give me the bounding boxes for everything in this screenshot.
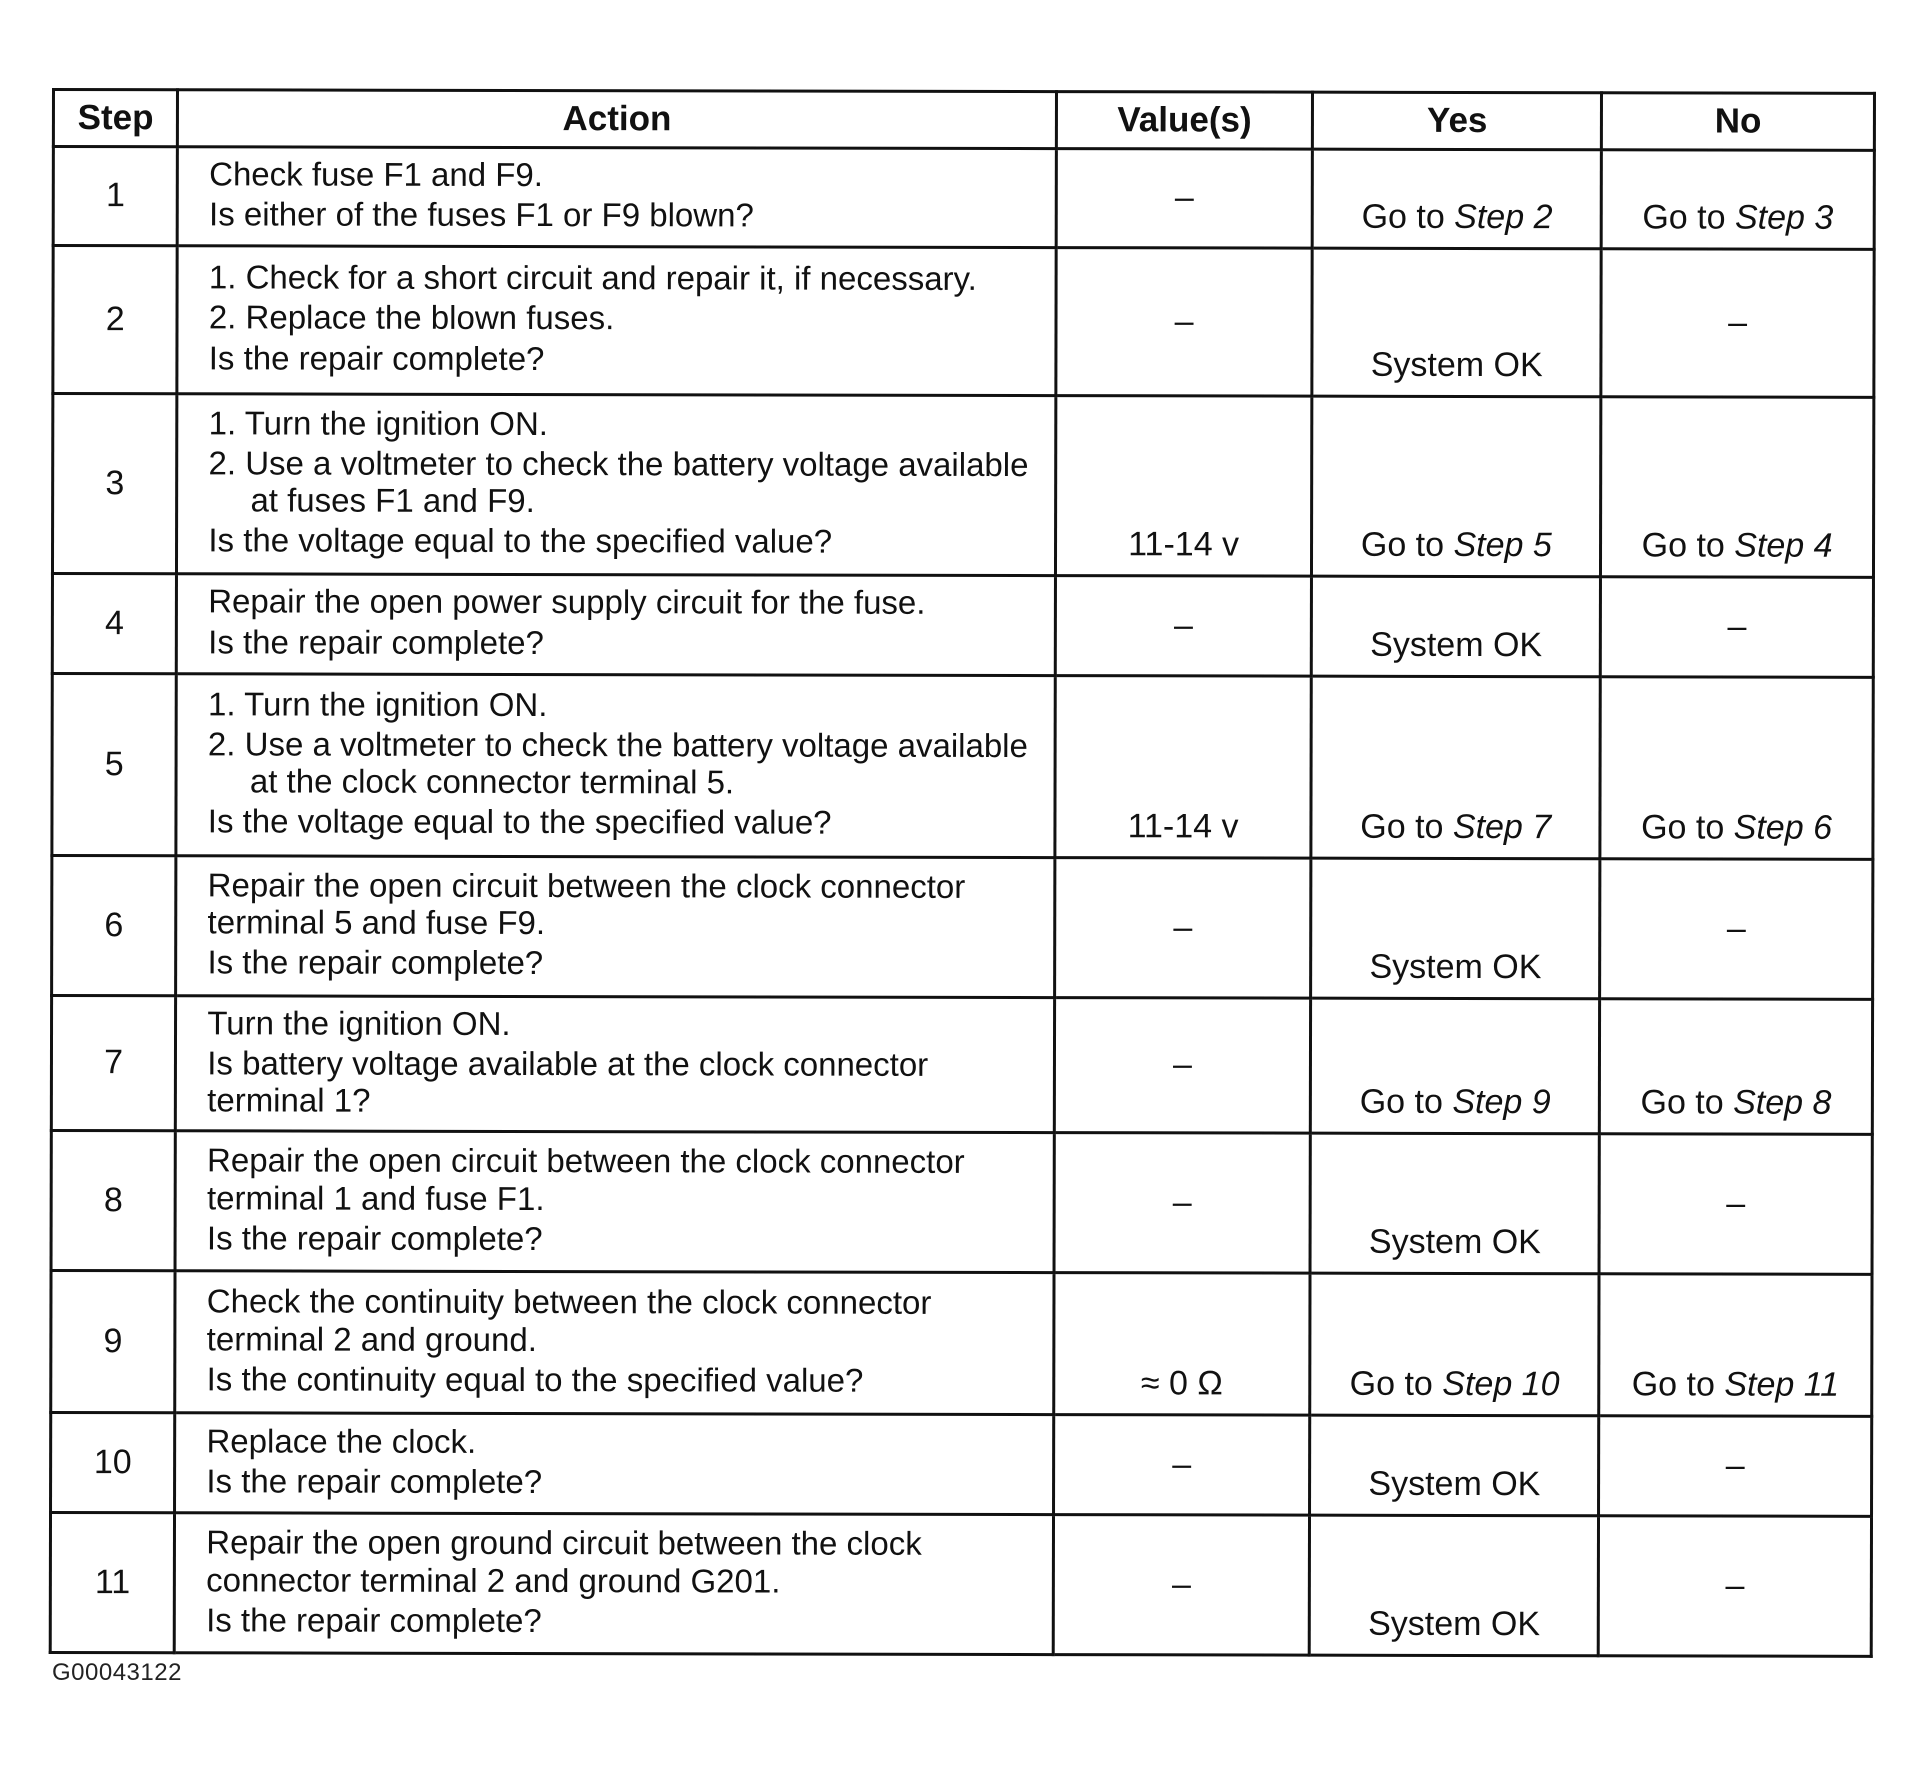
table-row	[51, 995, 1872, 1135]
header-yes: Yes	[1313, 92, 1602, 150]
no-cell	[1600, 998, 1873, 1134]
table-row	[53, 147, 1874, 249]
goto-step-ref: Step 6	[1733, 808, 1833, 847]
action-cell	[176, 673, 1055, 857]
action-line: Is the repair complete?	[208, 622, 544, 661]
step-number: 4	[52, 573, 177, 673]
no-cell: –	[1601, 248, 1874, 397]
step-number: 1	[53, 147, 178, 246]
goto-step-ref: Step 8	[1733, 1083, 1832, 1123]
yes-cell	[1310, 1274, 1599, 1417]
table-header-row	[53, 90, 1874, 151]
goto-step-ref: Step 4	[1734, 526, 1833, 565]
action-line: Is the repair complete?	[206, 1219, 543, 1258]
no-cell: –	[1599, 1416, 1872, 1517]
action-line: Is the continuity equal to the specified value?	[206, 1360, 864, 1399]
yes-cell: System OK	[1312, 576, 1601, 677]
no-cell	[1601, 150, 1874, 249]
value-cell: ≈ 0 Ω	[1053, 1273, 1310, 1416]
goto-prefix: Go to	[1642, 197, 1736, 237]
table-row	[51, 1413, 1872, 1517]
yes-cell	[1311, 998, 1600, 1134]
no-cell: –	[1600, 858, 1873, 999]
table-row	[52, 855, 1873, 999]
table-row	[53, 245, 1874, 397]
action-line: Repair the open ground circuit between the clock connector terminal 2 and ground G201.	[206, 1523, 922, 1600]
action-line: 2. Use a voltmeter to check the battery voltage available at fuses F1 and F9.	[208, 444, 1029, 520]
diagnostic-table	[49, 88, 1876, 1658]
goto-step-ref: Step 11	[1724, 1365, 1840, 1405]
action-cell	[175, 1271, 1054, 1415]
header-action: Action	[178, 90, 1057, 149]
table-row	[51, 1271, 1872, 1417]
step-number: 3	[52, 393, 177, 573]
goto-step-ref: Step 2	[1454, 197, 1553, 236]
goto-prefix: Go to	[1641, 525, 1735, 565]
value-cell: –	[1053, 1515, 1310, 1656]
value-cell: 11-14 v	[1055, 395, 1312, 576]
no-cell: –	[1599, 1134, 1872, 1275]
action-cell	[177, 393, 1056, 575]
goto-step-ref: Step 10	[1442, 1365, 1560, 1404]
action-cell	[177, 573, 1056, 675]
yes-cell: System OK	[1310, 1516, 1599, 1657]
step-number: 10	[51, 1413, 176, 1513]
action-line: 2. Replace the blown fuses.	[208, 298, 615, 337]
goto-prefix: Go to	[1641, 807, 1734, 847]
action-line: Is the voltage equal to the specified value?	[208, 521, 833, 560]
header-no: No	[1602, 93, 1875, 151]
no-cell	[1601, 396, 1874, 577]
action-cell	[176, 855, 1055, 997]
step-number: 5	[52, 673, 177, 855]
yes-cell	[1313, 149, 1602, 248]
header-step: Step	[53, 90, 177, 147]
action-cell	[177, 147, 1056, 247]
action-line: Is the repair complete?	[206, 1462, 543, 1501]
value-cell: –	[1056, 149, 1313, 248]
action-line: Repair the open circuit between the clock connector terminal 1 and fuse F1.	[206, 1141, 965, 1217]
goto-prefix: Go to	[1349, 1365, 1443, 1404]
action-line: Repair the open circuit between the clock connector terminal 5 and fuse F9.	[207, 865, 966, 941]
goto-step-ref: Step 7	[1452, 807, 1552, 846]
action-line: Is the repair complete?	[206, 1601, 542, 1640]
value-cell: –	[1054, 857, 1311, 998]
action-line: Check fuse F1 and F9.	[209, 155, 544, 194]
goto-prefix: Go to	[1360, 807, 1453, 846]
goto-prefix: Go to	[1631, 1365, 1725, 1404]
action-line: 1. Check for a short circuit and repair it, if necessary.	[208, 258, 977, 298]
value-cell: 11-14 v	[1055, 675, 1312, 858]
action-line: Is either of the fuses F1 or F9 blown?	[209, 195, 754, 234]
yes-cell	[1311, 676, 1600, 859]
yes-cell: System OK	[1310, 1134, 1599, 1275]
step-number: 9	[51, 1271, 176, 1413]
value-cell: –	[1055, 575, 1312, 676]
table-row	[52, 673, 1873, 859]
no-cell	[1599, 1274, 1872, 1417]
figure-id: G00043122	[52, 1659, 182, 1686]
yes-cell: System OK	[1310, 1416, 1599, 1517]
goto-step-ref: Step 9	[1452, 1083, 1551, 1122]
step-number: 7	[51, 995, 176, 1131]
value-cell: –	[1056, 247, 1313, 396]
value-cell: –	[1053, 1415, 1310, 1516]
action-line: Replace the clock.	[206, 1422, 477, 1461]
action-line: Is the voltage equal to the specified value?	[207, 802, 832, 841]
action-cell	[175, 1513, 1054, 1655]
step-number: 11	[50, 1513, 175, 1653]
action-line: Is the repair complete?	[208, 339, 545, 377]
step-number: 8	[51, 1131, 176, 1271]
action-line: Is battery voltage available at the clock connector terminal 1?	[207, 1044, 929, 1119]
action-line: Is the repair complete?	[207, 943, 544, 982]
action-line: 2. Use a voltmeter to check the battery voltage available at the clock connector terminal 5.	[207, 725, 1028, 801]
goto-prefix: Go to	[1360, 525, 1454, 564]
value-cell: –	[1054, 1133, 1311, 1274]
table-row	[50, 1513, 1871, 1657]
action-line: 1. Turn the ignition ON.	[208, 684, 548, 723]
yes-cell	[1312, 396, 1601, 577]
header-values: Value(s)	[1056, 92, 1313, 150]
step-number: 6	[52, 855, 177, 995]
yes-cell: System OK	[1311, 858, 1600, 999]
yes-cell: System OK	[1312, 248, 1601, 397]
action-cell	[177, 245, 1056, 395]
table-row	[51, 1131, 1872, 1275]
table-row	[52, 573, 1873, 677]
goto-prefix: Go to	[1640, 1083, 1734, 1122]
action-cell	[175, 1131, 1054, 1273]
goto-prefix: Go to	[1359, 1083, 1453, 1122]
action-cell	[175, 1413, 1054, 1515]
no-cell	[1600, 676, 1873, 859]
action-line: Check the continuity between the clock connector terminal 2 and ground.	[206, 1282, 932, 1358]
action-cell	[176, 995, 1055, 1133]
action-line: Repair the open power supply circuit for the fuse.	[208, 582, 926, 622]
value-cell: –	[1054, 997, 1311, 1133]
action-line: 1. Turn the ignition ON.	[208, 403, 549, 442]
step-number: 2	[53, 245, 178, 393]
table-row	[52, 393, 1873, 577]
no-cell: –	[1598, 1516, 1871, 1657]
goto-step-ref: Step 5	[1453, 525, 1552, 564]
no-cell: –	[1600, 576, 1873, 677]
goto-step-ref: Step 3	[1734, 198, 1834, 237]
goto-prefix: Go to	[1361, 197, 1455, 236]
action-line: Turn the ignition ON.	[207, 1003, 511, 1042]
